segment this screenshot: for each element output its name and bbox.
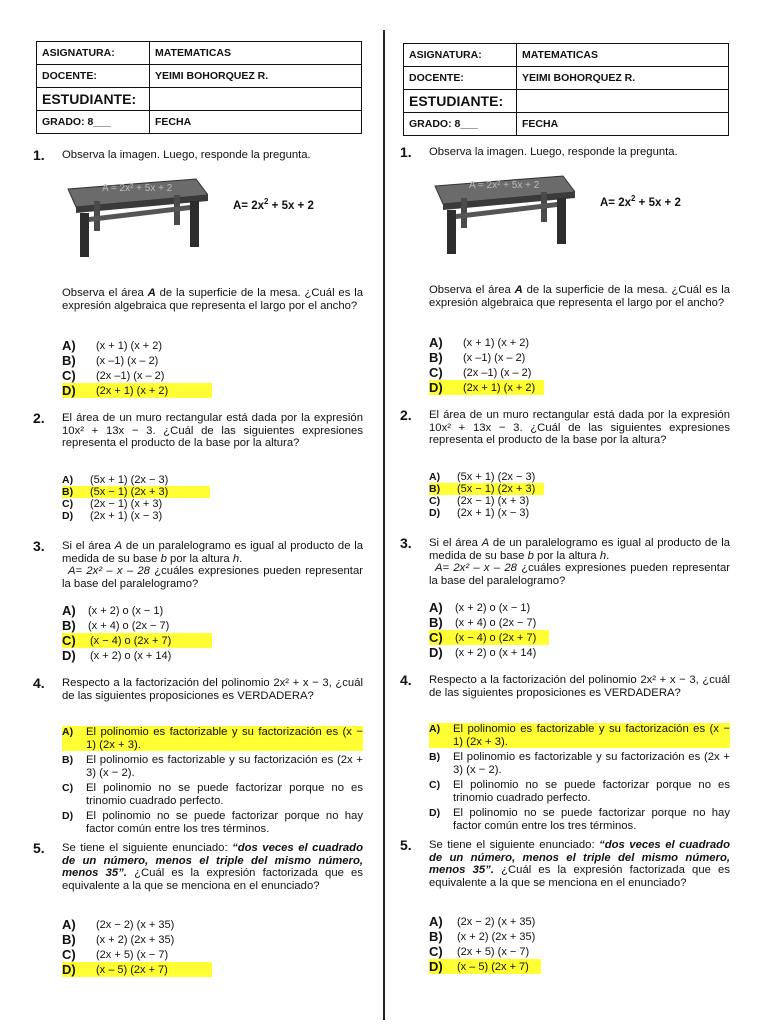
question-number: 4. xyxy=(33,675,45,691)
question-text: Si el área A de un paralelogramo es igual al producto de la medida de su base b por la altura h. A= 2x² – x – 28 ¿cuáles expresiones pueden representar la base del paralelogramo? xyxy=(429,537,730,587)
question-number: 5. xyxy=(400,837,412,853)
question-number: 3. xyxy=(400,535,412,551)
question-number: 4. xyxy=(400,672,412,688)
option-a[interactable]: A) (5x + 1) (2x − 3) xyxy=(62,474,169,486)
table-image xyxy=(58,167,208,257)
header-table xyxy=(403,43,729,136)
option-d[interactable]: D) (x – 5) (2x + 7) xyxy=(429,959,541,974)
question-text: Observa el área A de la superficie de la mesa. ¿Cuál es la expresión algebraica que representa el largo por el ancho? xyxy=(62,287,363,312)
question-text: Observa el área A de la superficie de la mesa. ¿Cuál es la expresión algebraica que representa el largo por el ancho? xyxy=(429,284,730,309)
estudiante-label: ESTUDIANTE: xyxy=(37,88,150,111)
table-image xyxy=(425,164,575,254)
grado-label: GRADO: 8___ xyxy=(404,113,517,136)
table-surface-label: A = 2x² + 5x + 2 xyxy=(102,183,173,194)
option-b[interactable]: B) El polinomio es factorizable y su factorización es (2x + 3) (x − 2). xyxy=(62,754,363,779)
option-a[interactable]: A) (2x − 2) (x + 35) xyxy=(62,917,175,932)
fecha-label: FECHA xyxy=(150,111,362,134)
asignatura-value: MATEMATICAS xyxy=(150,42,362,65)
question-text: Respecto a la factorización del polinomio 2x² + x − 3, ¿cuál de las siguientes proposiciones es VERDADERA? xyxy=(62,677,363,702)
option-b[interactable]: B) (x –1) (x – 2) xyxy=(429,350,526,365)
question-text: Si el área A de un paralelogramo es igual al producto de la medida de su base b por la altura h. A= 2x² – x – 28 ¿cuáles expresiones pueden representar la base del paralelogramo? xyxy=(62,540,363,590)
estudiante-label: ESTUDIANTE: xyxy=(404,90,517,113)
option-d[interactable]: D) (2x + 1) (x + 2) xyxy=(429,380,544,395)
option-b[interactable]: B) (x + 2) (2x + 35) xyxy=(429,929,536,944)
option-d[interactable]: D) (x + 2) o (x + 14) xyxy=(62,648,172,663)
docente-label: DOCENTE: xyxy=(404,67,517,90)
fecha-label: FECHA xyxy=(517,113,729,136)
option-d[interactable]: D) (2x + 1) (x − 3) xyxy=(62,510,163,522)
options-list xyxy=(62,338,363,398)
option-a[interactable]: A) (x + 1) (x + 2) xyxy=(429,335,530,350)
option-d[interactable]: D) (x – 5) (2x + 7) xyxy=(62,962,212,977)
options-list xyxy=(429,335,730,395)
area-formula: $A= 2x^2 + 5x + 2$ xyxy=(233,197,314,212)
question-number: 3. xyxy=(33,538,45,554)
option-a[interactable]: A) El polinomio es factorizable y su factorización es (x − 1) (2x + 3). xyxy=(429,723,730,748)
option-a[interactable]: A) (x + 2) o (x − 1) xyxy=(62,603,164,618)
question-number: 1. xyxy=(400,144,412,160)
estudiante-field[interactable] xyxy=(150,88,362,111)
options-list xyxy=(429,600,730,660)
option-b[interactable]: B) (5x − 1) (2x + 3) xyxy=(429,483,544,495)
option-a[interactable]: A) (x + 2) o (x − 1) xyxy=(429,600,531,615)
option-c[interactable]: C) (x − 4) o (2x + 7) xyxy=(429,630,549,645)
options-list xyxy=(62,603,363,663)
docente-value: YEIMI BOHORQUEZ R. xyxy=(150,65,362,88)
question-number: 1. xyxy=(33,147,45,163)
column-divider xyxy=(383,30,385,1020)
option-c[interactable]: C) (2x − 1) (x + 3) xyxy=(62,498,163,510)
option-b[interactable]: B) El polinomio es factorizable y su factorización es (2x + 3) (x − 2). xyxy=(429,751,730,776)
option-b[interactable]: B) (5x − 1) (2x + 3) xyxy=(62,486,210,498)
options-list xyxy=(429,723,730,835)
docente-value: YEIMI BOHORQUEZ R. xyxy=(517,67,729,90)
question-text: El área de un muro rectangular está dada por la expresión 10x² + 13x − 3. ¿Cuál de las siguientes expresiones representa el producto de la base por la altura? xyxy=(62,412,363,450)
question-number: 2. xyxy=(33,410,45,426)
header-table xyxy=(36,41,362,134)
options-list xyxy=(62,474,363,522)
options-list xyxy=(429,914,730,974)
option-d[interactable]: D) (2x + 1) (x − 3) xyxy=(429,507,530,519)
asignatura-value: MATEMATICAS xyxy=(517,44,729,67)
option-c[interactable]: C) (2x + 5) (x − 7) xyxy=(429,944,530,959)
option-c[interactable]: C) (2x + 5) (x − 7) xyxy=(62,947,169,962)
options-list xyxy=(429,471,730,519)
option-c[interactable]: C) (2x − 1) (x + 3) xyxy=(429,495,530,507)
asignatura-label: ASIGNATURA: xyxy=(37,42,150,65)
option-a[interactable]: A) (x + 1) (x + 2) xyxy=(62,338,163,353)
option-d[interactable]: D) El polinomio no se puede factorizar porque no hay factor común entre los tres términos. xyxy=(429,807,730,832)
option-c[interactable]: C) El polinomio no se puede factorizar porque no es trinomio cuadrado perfecto. xyxy=(62,782,363,807)
area-formula: $A= 2x^2 + 5x + 2$ xyxy=(600,194,681,209)
option-b[interactable]: B) (x + 4) o (2x − 7) xyxy=(62,618,170,633)
option-a[interactable]: A) (2x − 2) (x + 35) xyxy=(429,914,536,929)
option-c[interactable]: C) (2x –1) (x – 2) xyxy=(62,368,165,383)
option-d[interactable]: D) (2x + 1) (x + 2) xyxy=(62,383,212,398)
option-c[interactable]: C) (x − 4) o (2x + 7) xyxy=(62,633,212,648)
question-prompt: Observa la imagen. Luego, responde la pregunta. xyxy=(62,149,311,161)
option-d[interactable]: D) (x + 2) o (x + 14) xyxy=(429,645,537,660)
option-d[interactable]: D) El polinomio no se puede factorizar porque no hay factor común entre los tres términos. xyxy=(62,810,363,835)
option-b[interactable]: B) (x + 2) (2x + 35) xyxy=(62,932,175,947)
question-number: 5. xyxy=(33,840,45,856)
table-surface-label: A = 2x² + 5x + 2 xyxy=(469,180,540,191)
question-prompt: Observa la imagen. Luego, responde la pregunta. xyxy=(429,146,678,158)
estudiante-field[interactable] xyxy=(517,90,729,113)
question-text: Se tiene el siguiente enunciado: “dos veces el cuadrado de un número, menos el triple del mismo número, menos 35”. ¿Cuál es la expresión factorizada que es equivalente a la que se menciona en el enunciado? xyxy=(62,842,363,892)
docente-label: DOCENTE: xyxy=(37,65,150,88)
option-a[interactable]: A) El polinomio es factorizable y su factorización es (x − 1) (2x + 3). xyxy=(62,726,363,751)
option-c[interactable]: C) (2x –1) (x – 2) xyxy=(429,365,532,380)
question-text: Se tiene el siguiente enunciado: “dos veces el cuadrado de un número, menos el triple del mismo número, menos 35”. ¿Cuál es la expresión factorizada que es equivalente a la que se menciona en el enunciado? xyxy=(429,839,730,889)
grado-label: GRADO: 8___ xyxy=(37,111,150,134)
question-text: Respecto a la factorización del polinomio 2x² + x − 3, ¿cuál de las siguientes proposiciones es VERDADERA? xyxy=(429,674,730,699)
option-a[interactable]: A) (5x + 1) (2x − 3) xyxy=(429,471,536,483)
question-number: 2. xyxy=(400,407,412,423)
options-list xyxy=(62,917,363,977)
option-b[interactable]: B) (x –1) (x – 2) xyxy=(62,353,159,368)
option-b[interactable]: B) (x + 4) o (2x − 7) xyxy=(429,615,537,630)
question-text: El área de un muro rectangular está dada por la expresión 10x² + 13x − 3. ¿Cuál de las siguientes expresiones representa el producto de la base por la altura? xyxy=(429,409,730,447)
asignatura-label: ASIGNATURA: xyxy=(404,44,517,67)
options-list xyxy=(62,726,363,838)
option-c[interactable]: C) El polinomio no se puede factorizar porque no es trinomio cuadrado perfecto. xyxy=(429,779,730,804)
